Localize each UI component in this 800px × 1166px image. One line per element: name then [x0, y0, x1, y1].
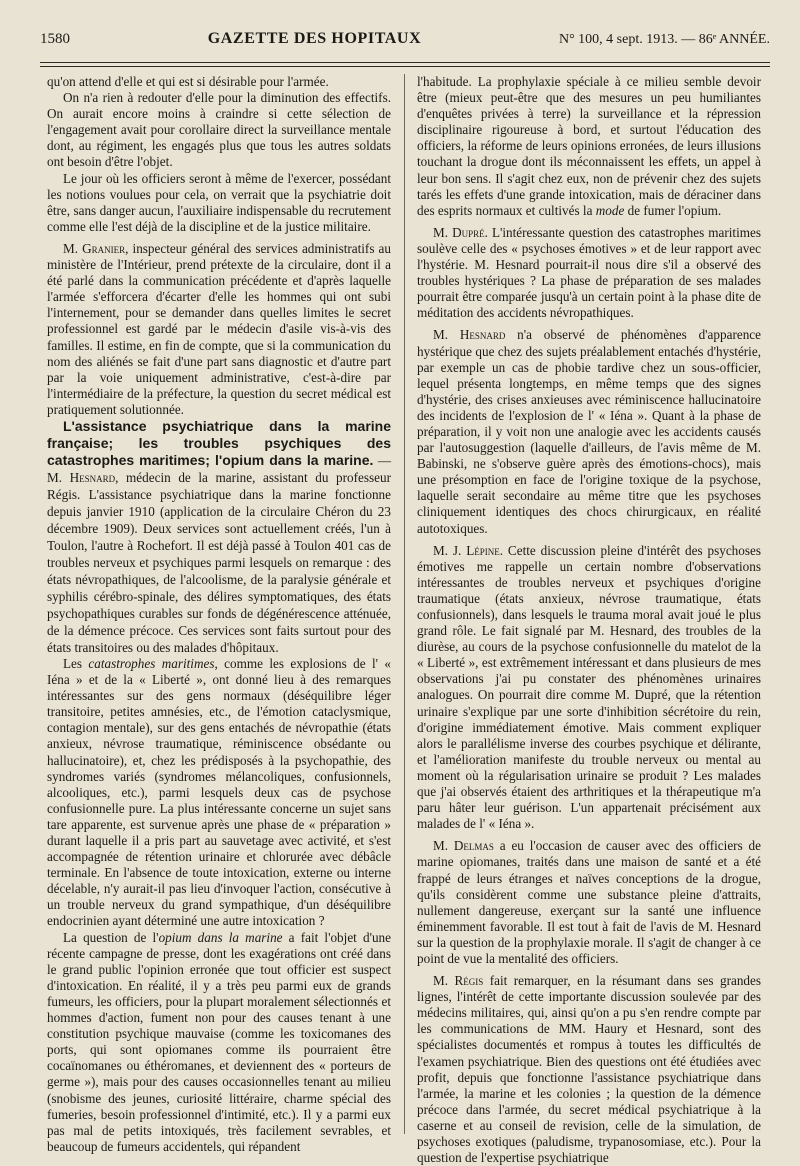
speaker-name: M. Granier	[63, 240, 126, 256]
paragraph: Le jour où les officiers seront à même de l'exercer, possédant les notions voulues pour cela, on verrait que la psychiatrie doit être, sans danger aucun, l'auxiliaire indispensable du recrutement comme elle l'est déjà de la discipline et de la justice militaire.	[47, 170, 391, 234]
header-rule	[40, 62, 770, 63]
paragraph: M. Dupré. L'intéressante question des catastrophes maritimes soulève celle des « psychoses émotives » et de leur rapport avec l'hystérie. M. Hesnard pourrait-il nous dire s'il a observé des troubles hystériques ? La phase de préparation de ses malades pourrait être comparée jusqu'à un certain point à la phase dite de méditation des accidents névropathiques.	[417, 224, 761, 321]
paragraph: qu'on attend d'elle et qui est si désirable pour l'armée.	[47, 74, 329, 89]
italic-term: catastrophes maritimes	[88, 655, 215, 671]
paragraph: M. J. Lépine. Cette discussion pleine d'intérêt des psychoses émotives me rappelle un certain nombre d'observations intéressantes de troubles nerveux et psychiques d'origine traumatique (états anxieux, névrose traumatique, états confusionnels), dans lesquels le trauma moral avait joué le plus grand rôle. Le fait signalé par M. Hesnard, des troubles de la diurèse, au cours de la psychose confusionnelle du matelot de la « Liberté », est extrêmement intéressant et dans plusieurs de mes observations j'ai pu constater des phénomènes urinaires analogues. On pourrait dire comme M. Dupré, que la rétention urinaire s'explique par une sorte d'inhibition sécrétoire du rein, d'origine immédiatement émotive. Mais comment expliquer alors le parallélisme inverse des courbes psychique et délirante, et l'amélioration manifeste du trouble nerveux ou mental au moment où la régularisation urinaire se produit ? Les malades que j'ai observés étaient des arthritiques et la thérapeutique m'a paru hâter leur guérison. L'un appartenait précisément aux malades de l' « Iéna ».	[417, 542, 761, 832]
speaker-name: M. J. Lépine	[433, 542, 500, 558]
paragraph	[47, 241, 391, 418]
paragraph-text: , inspecteur général des services administratifs au ministère de l'Intérieur, prend prétexte de la circulaire, dont il a été parlé dans la communication précédente et d'après laquelle l'armée s'efforcera d'écarter d'elle les hommes qui ont subi l'internement, pour se demander dans quelles limites le secret professionnel est gardé par le médecin d'asile vis-à-vis des familles. Il estime, en fin de compte, que si la communication du nom des aliénés se fait d'une part sans diagnostic et d'autre part par la voie uniquement administrative, c'est-à-dire par l'intermédiaire de la préfecture, la question du secret médical est pratiquement solutionnée.	[47, 240, 391, 417]
column-divider	[404, 74, 405, 1134]
italic-term: mode	[595, 202, 625, 218]
paragraph: La question de l'opium dans la marine a fait l'objet d'une récente campagne de presse, dont les exagérations ont créé dans le grand public l'opinion erronée que tout officier est suspect d'intoxication. En réalité, il y a très peu parmi eux de grands fumeurs, les officiers, pour la plupart moralement sélectionnés et hommes d'action, fument non pour des causes tenant à une constitution psychique mauvaise (comme les toxicomanes des ports, qui sont opiomanes comme ils pourraient être cocaïnomanes ou éthéromanes, et deviennent des « porteurs de germe »), mais pour des causes occasionnelles tenant au milieu (snobisme des jeunes, curiosité littéraire, charme spécial des fumeries, besoin professionnel d'intimité, etc.). Il y a parmi eux pas mal de petits intoxiqués, très facilement sevrables, et beaucoup de fumeurs accidentels, qui répandent	[47, 929, 391, 1154]
paragraph: M. Delmas a eu l'occasion de causer avec des officiers de marine opiomanes, traités dans une maison de santé et a été frappé de leurs étranges et naïves conceptions de la drogue, qu'ils considèrent comme une substance pleine d'attraits, nullement dangereuse, exerçant sur la santé une influence éminemment favorable. Il est tout à fait de l'avis de M. Hesnard sur la question de la prophylaxie morale. Il s'agit de changer à ce point de vue la mentalité des officiers.	[417, 838, 761, 966]
paragraph-text: , médecin de la marine, assistant du professeur Régis. L'assistance psychiatrique dans la marine fonctionne depuis janvier 1910 (application de la circulaire Chéron du 23 décembre 1909). Deux services sont actuellement créés, l'un à Toulon, l'autre à Rochefort. Il est déjà passé à Toulon 401 cas de troubles nerveux et psychiques parmi lesquels on remarque : des états névropathiques, de l'alcoolisme, de la paralysie générale et syphilis cérébro-spinale, des délires symptomatiques, des états psychopathiques curables sur fonds de dégénérescence atténuée, de la démence précoce. Ces services sont faits surtout pour des états transitoires ou des malades d'hôpitaux.	[47, 469, 391, 655]
italic-term: opium dans la marine	[158, 929, 283, 945]
header-rule-double	[40, 66, 770, 67]
paragraph: M. Régis fait remarquer, en la résumant dans ses grandes lignes, l'intérêt de cette importante discussion soulevée par des médecins militaires, qui, ainsi qu'on a pu s'en rendre compte par les communications de MM. Haury et Hesnard, sont des spécialistes documentés et rompus à toutes les difficultés de l'examen psychiatrique. Bien des questions ont été étudiées avec profit, depuis que fonctionne l'assistance psychiatrique dans l'armée, la marine et les colonies ; la question de la démence précoce dans l'armée, du secret médical psychiatrique à la caserne et au conseil de revision, celle de la simulation, de psychoses exotiques (paludisme, trypanosomiase, etc.). Pour la question de l'expertise psychiatrique	[417, 973, 761, 1166]
section-title: L'assistance psychiatrique dans la marine française; les troubles psychiques des catastrophes maritimes; l'opium dans la marine.	[47, 417, 391, 468]
speaker-name: M. Delmas	[433, 838, 494, 854]
page-number: 1580	[40, 31, 70, 47]
right-column	[417, 74, 761, 1166]
section-heading: L'assistance psychiatrique dans la marine française; les troubles psychiques des catastrophes maritimes; l'opium dans la marine. — M. Hesnard, médecin de la marine, assistant du professeur Régis. L'assistance psychiatrique dans la marine fonctionne depuis janvier 1910 (application de la circulaire Chéron du 23 décembre 1909). Deux services sont actuellement créés, l'un à Toulon, l'autre à Rochefort. Il est déjà passé à Toulon 401 cas de troubles nerveux et psychiques parmi lesquels on remarque : des états névropathiques, de l'alcoolisme, de la paralysie générale et syphilis cérébro-spinale, des délires symptomatiques, des états psychopathiques curables sur fonds de dégénérescence atténuée, de la démence précoce. Ces services sont faits surtout pour des états transitoires ou des malades d'hôpitaux.	[47, 417, 391, 655]
paragraph: On n'a rien à redouter d'elle pour la diminution des effectifs. On aurait encore moins à craindre si cette sélection de l'engagement avait pour corollaire direct la surveillance mentale dont, au régiment, les engagés plus que tous les autres soldats ont besoin d'être l'objet.	[47, 90, 391, 170]
speaker-name: M. Régis	[433, 973, 484, 989]
speaker-name: M. Dupré	[433, 224, 485, 240]
paragraph: Les catastrophes maritimes, comme les explosions de l' « Iéna » et de la « Liberté », ont donné lieu à des remarques intéressantes sur des gens normaux (déséquilibre léger transitoire, petites amnésies, etc., de l'émotion cataclysmique, contagion mentale), sur des gens entachés de névropathie (états anxieux, névrose traumatique, réminiscence obsédante ou hallucinatoire), et, chez les prédisposés à la psychopathie, des syndromes variés (syndromes mélancoliques, confusionnels, alcooliques, etc.), parmi lesquels deux cas de psychose confusionnelle pure. La plus intéressante concerne un sujet sans tare apparente, est survenue après une phase de « préparation » durant laquelle il a pris part au sauvetage avec activité, et s'est accompagnée de rétention urinaire et chlorurée avec débâcle terminale. En l'absence de toute intoxication, externe ou interne décelable, n'y aurait-il pas lieu d'invoquer l'action, consécutive à un trouble nerveux du grand sympathique, d'un déséquilibre endocrinien ayant déterminé une autre intoxication ?	[47, 655, 391, 929]
speaker-name: M. Hesnard	[433, 327, 506, 343]
journal-title: GAZETTE DES HOPITAUX	[207, 30, 422, 47]
paragraph: l'habitude. La prophylaxie spéciale à ce milieu semble devoir être (mieux peut-être que des mesures un peu humiliantes d'enquêtes privées à terre) la surveillance et la répression disciplinaire rigoureuse à bord, et surtout l'éducation des officiers, la réforme de leurs opinions erronées, de leurs illusions touchant la drogue dont ils méconnaissent les effets, un appel à leur bon sens. Il s'agit chez eux, non de prévenir chez des sujets tarés les effets d'une grande intoxication, mais de déraciner dans des esprits normaux et cultivés la mode de fumer l'opium.	[417, 74, 761, 218]
paragraph: M. Hesnard n'a observé de phénomènes d'apparence hystérique que chez des sujets préalablement entachés d'hystérie, par exemple un cas de phobie tardive chez un sous-officier, lequel présenta longtemps, en même temps que des signes d'hystérie, des crises anxieuses avec réminiscence hallucinatoire des incidents de l'explosion de l' « Iéna ». Quant à la phase de préparation, il y voit non une analogie avec les accidents causés par l'autosuggestion (laquelle d'ailleurs, de l'avis même de M. Babinski, ne s'observe guère après des émotions-chocs), mais une présomption en face de l'origine toxique de la psychose, laquelle serait secondaire au même titre que les psychoses cliniquement identiques des chocs chirurgicaux, en réalité autotoxiques.	[417, 327, 761, 536]
speaker-name: Hesnard	[69, 469, 116, 485]
left-column	[47, 74, 391, 1155]
issue-info: N° 100, 4 sept. 1913. — 86ᵉ ANNÉE.	[558, 32, 770, 47]
page-header	[40, 30, 770, 58]
